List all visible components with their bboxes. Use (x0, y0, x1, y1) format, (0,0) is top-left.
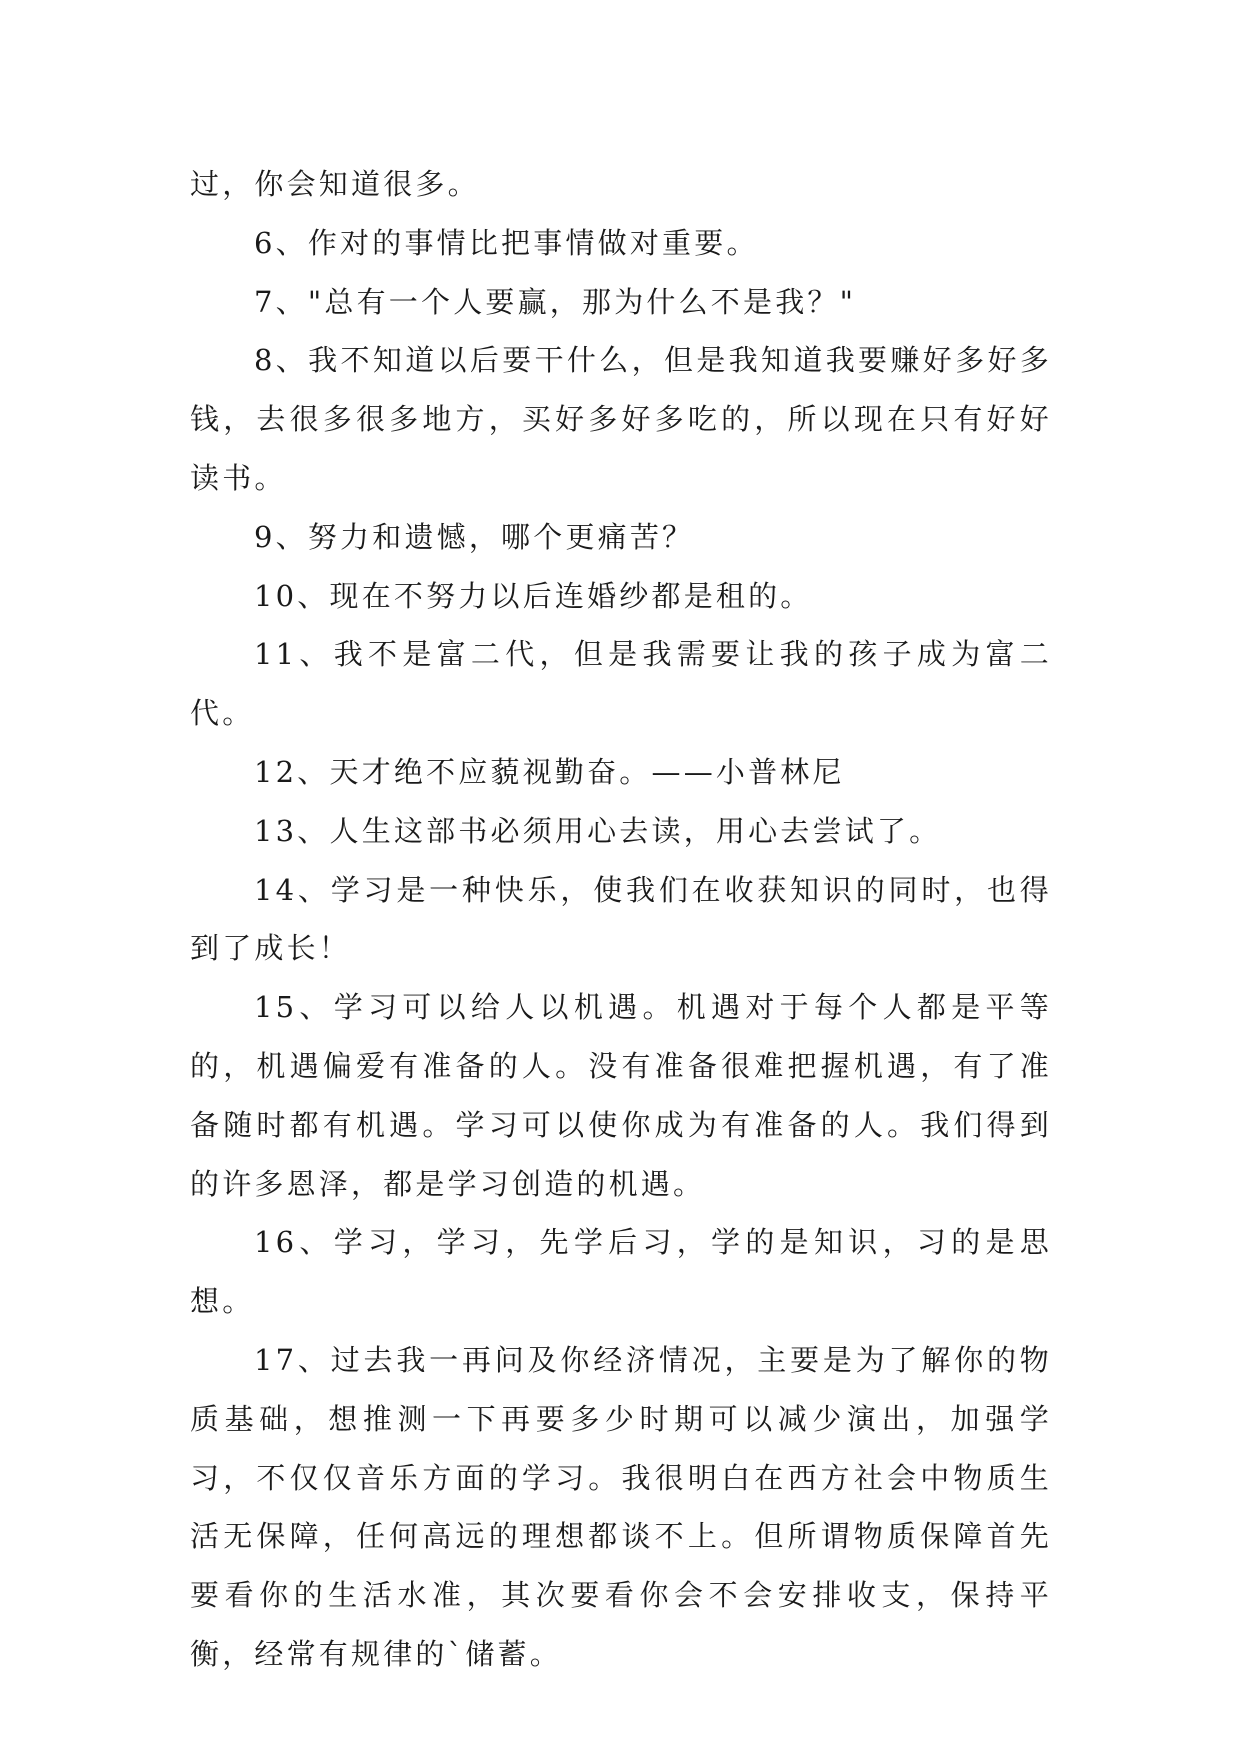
paragraph-10: 10、现在不努力以后连婚纱都是租的。 (254, 578, 813, 613)
paragraph-6: 6、作对的事情比把事情做对重要。 (254, 225, 759, 260)
paragraph-11: 11、我不是富二代，但是我需要让我的孩子成为富二代。 (190, 637, 1052, 731)
document-body (190, 155, 1052, 1684)
paragraph-8: 8、我不知道以后要干什么，但是我知道我要赚好多好多钱，去很多很多地方，买好多好多吃的，所以现在只有好好读书。 (190, 343, 1052, 495)
paragraph-7: 7、"总有一个人要赢，那为什么不是我？" (254, 284, 857, 319)
paragraph-9: 9、努力和遗憾，哪个更痛苦？ (254, 519, 695, 554)
paragraph-15: 15、学习可以给人以机遇。机遇对于每个人都是平等的，机遇偏爱有准备的人。没有准备很难把握机遇，有了准备随时都有机遇。学习可以使你成为有准备的人。我们得到的许多恩泽，都是学习创造的机遇。 (190, 990, 1052, 1201)
paragraph-17: 17、过去我一再问及你经济情况，主要是为了解你的物质基础，想推测一下再要多少时期可以减少演出，加强学习，不仅仅音乐方面的学习。我很明白在西方社会中物质生活无保障，任何高远的理想都谈不上。但所谓物质保障首先要看你的生活水准，其次要看你会不会安排收支，保持平衡，经常有规律的`储蓄。 (190, 1342, 1052, 1671)
paragraph-12: 12、天才绝不应藐视勤奋。——小普林尼 (254, 754, 845, 789)
paragraph-continuation: 过，你会知道很多。 (190, 167, 480, 201)
paragraph-16: 16、学习，学习，先学后习，学的是知识，习的是思想。 (190, 1225, 1052, 1319)
paragraph-14: 14、学习是一种快乐，使我们在收获知识的同时，也得到了成长！ (190, 872, 1052, 966)
paragraph-13: 13、人生这部书必须用心去读，用心去尝试了。 (254, 813, 942, 848)
